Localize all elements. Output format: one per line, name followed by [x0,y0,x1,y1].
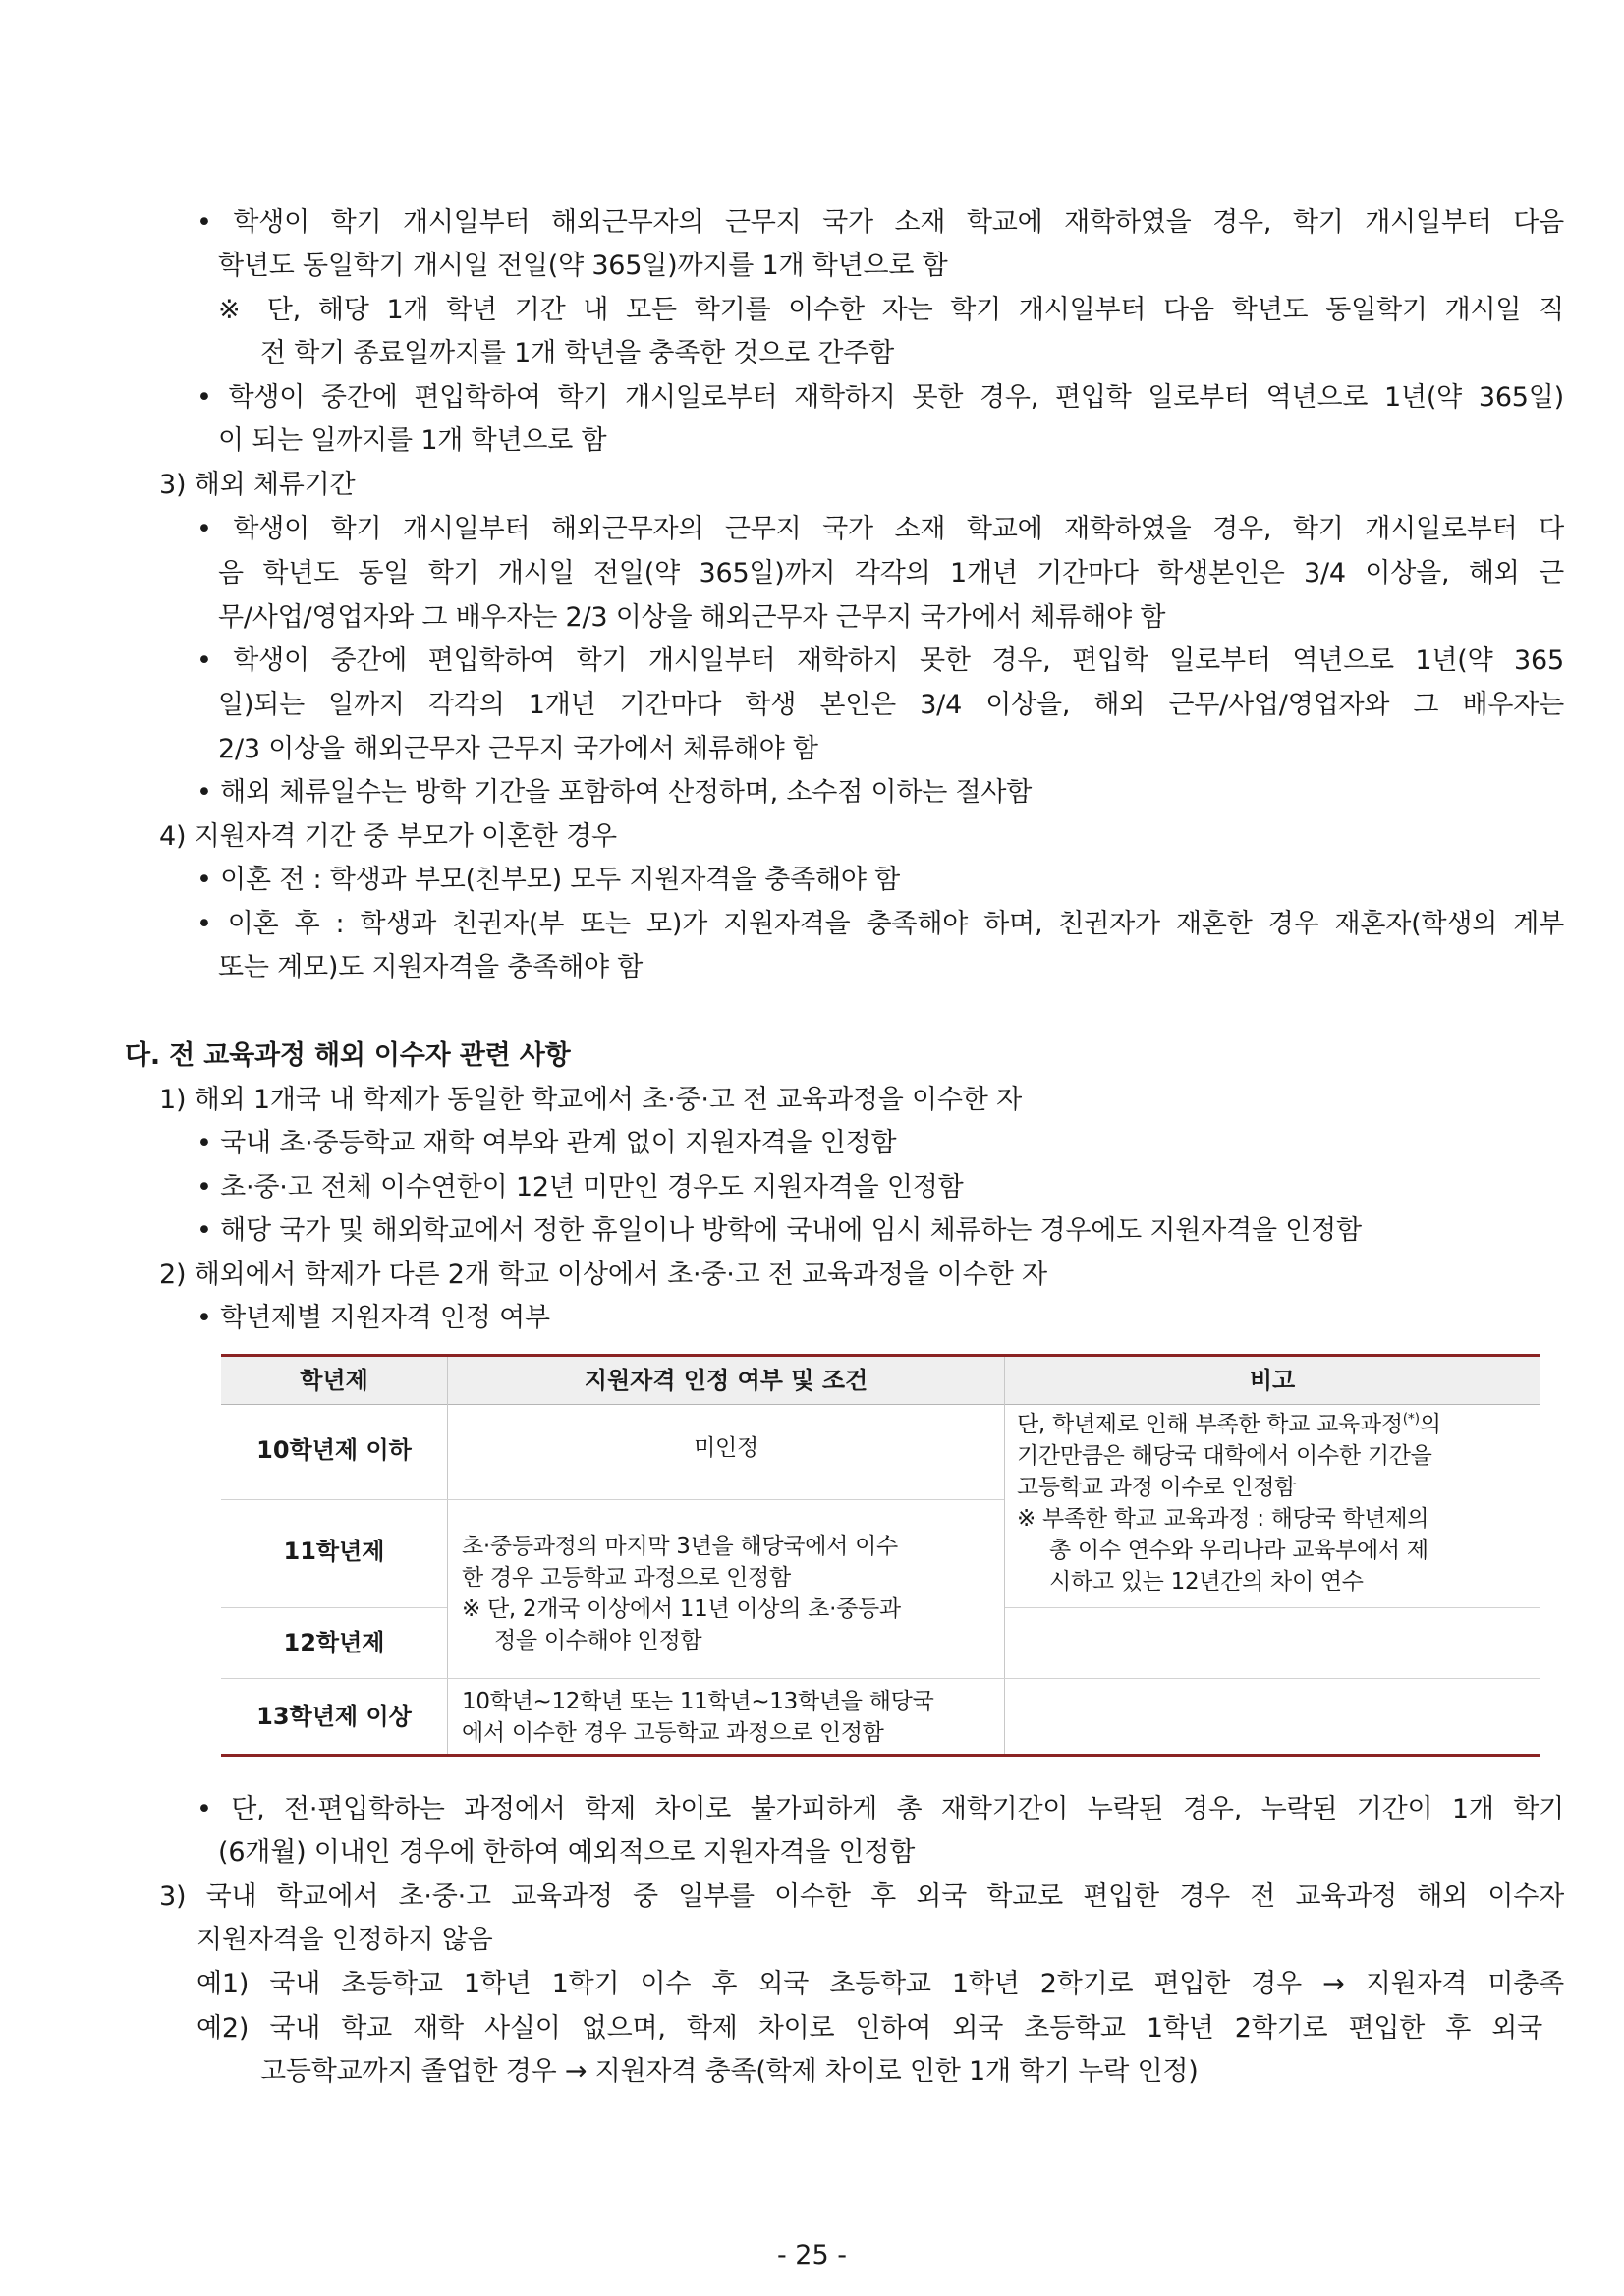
table-header-cell: 학년제 [300,1367,368,1394]
subsection-heading: 3) 국내 학교에서 초·중·고 교육과정 중 일부를 이수한 후 외국 학교로 편입한 경우 전 교육과정 해외 이수자 [159,1881,1564,1912]
text-line: • 초·중·고 전체 이수연한이 12년 미만인 경우도 지원자격을 인정함 [196,1172,964,1203]
text-line: 지원자격을 인정하지 않음 [196,1925,493,1955]
table-cell: 에서 이수한 경우 고등학교 과정으로 인정함 [462,1720,884,1746]
text-line: • 해외 체류일수는 방학 기간을 포함하여 산정하며, 소수점 이하는 절사함 [196,777,1033,808]
subsection-heading: 4) 지원자격 기간 중 부모가 이혼한 경우 [159,821,617,852]
table-row-label: 10학년제 이하 [256,1436,412,1464]
text-line: • 해당 국가 및 해외학교에서 정한 휴일이나 방학에 국내에 임시 체류하는 경우에도 지원자격을 인정함 [196,1215,1362,1246]
table-divider [221,1607,447,1608]
text-line: • 학생이 학기 개시일부터 해외근무자의 근무지 국가 소재 학교에 재학하였을 경우, 학기 개시일부터 다음 [196,207,1564,238]
text-line: • 학년제별 지원자격 인정 여부 [196,1303,550,1333]
example-line: 예1) 국내 초등학교 1학년 1학기 이수 후 외국 초등학교 1학년 2학기로 편입한 경우 → 지원자격 미충족 [196,1969,1564,1999]
table-cell: 단, 학년제로 인해 부족한 학교 교육과정(*)의 [1017,1411,1441,1437]
text-line: • 이혼 전 : 학생과 부모(친부모) 모두 지원자격을 충족해야 함 [196,865,901,895]
text-line: • 국내 초·중등학교 재학 여부와 관계 없이 지원자격을 인정함 [196,1128,897,1158]
text-line: • 학생이 중간에 편입학하여 학기 개시일로부터 재학하지 못한 경우, 편입학 일로부터 역년으로 1년(약 365일) [196,382,1564,413]
page-number: - 25 - [776,2240,847,2270]
text-line: • 단, 전·편입학하는 과정에서 학제 차이로 불가피하게 총 재학기간이 누락된 경우, 누락된 기간이 1개 학기 [196,1794,1564,1824]
table-cell: 10학년~12학년 또는 11학년~13학년을 해당국 [462,1689,934,1714]
table-cell: 한 경우 고등학교 과정으로 인정함 [462,1565,791,1591]
table-cell: 정을 이수해야 인정함 [494,1628,702,1653]
text-line: • 이혼 후 : 학생과 친권자(부 또는 모)가 지원자격을 충족해야 하며, 친권자가 재혼한 경우 재혼자(학생의 계부 [196,909,1564,939]
text-line: 또는 계모)도 지원자격을 충족해야 함 [218,952,644,982]
table-cell: 시하고 있는 12년간의 차이 연수 [1049,1569,1364,1595]
table-divider [1004,1357,1005,1754]
text-line: 이 되는 일까지를 1개 학년으로 함 [218,425,607,456]
example-line: 예2) 국내 학교 재학 사실이 없으며, 학제 차이로 인하여 외국 초등학교 1학년 2학기로 편입한 후 외국 [196,2013,1542,2044]
subsection-heading: 2) 해외에서 학제가 다른 2개 학교 이상에서 초·중·고 전 교육과정을 이수한 자 [159,1260,1047,1290]
text-line: 2/3 이상을 해외근무자 근무지 국가에서 체류해야 함 [218,734,818,764]
text-line: 학년도 동일학기 개시일 전일(약 365일)까지를 1개 학년으로 함 [218,251,948,281]
text-line: 음 학년도 동일 학기 개시일 전일(약 365일)까지 각각의 1개년 기간마다 학생본인은 3/4 이상을, 해외 근 [218,558,1564,588]
subsection-heading: 1) 해외 1개국 내 학제가 동일한 학교에서 초·중·고 전 교육과정을 이수한 자 [159,1085,1022,1115]
text-line: 무/사업/영업자와 그 배우자는 2/3 이상을 해외근무자 근무지 국가에서 체류해야 함 [218,602,1166,633]
table-cell: 고등학교 과정 이수로 인정함 [1017,1475,1297,1500]
eligibility-table [221,1354,1540,1757]
text-line: • 학생이 중간에 편입학하여 학기 개시일부터 재학하지 못한 경우, 편입학 일로부터 역년으로 1년(약 365 [196,645,1564,676]
table-cell: ※ 단, 2개국 이상에서 11년 이상의 초·중등과 [462,1596,901,1622]
table-divider [221,1499,1004,1500]
remark-text: 단, 학년제로 인해 부족한 학교 교육과정 [1017,1412,1403,1437]
subsection-heading: 3) 해외 체류기간 [159,470,356,500]
table-row-label: 13학년제 이상 [256,1703,412,1730]
table-bottom-rule [221,1754,1540,1757]
section-heading: 다. 전 교육과정 해외 이수자 관련 사항 [125,1040,571,1071]
text-line: • 학생이 학기 개시일부터 해외근무자의 근무지 국가 소재 학교에 재학하였을 경우, 학기 개시일로부터 다 [196,514,1564,544]
table-cell: 기간만큼은 해당국 대학에서 이수한 기간을 [1017,1443,1432,1469]
table-divider [447,1357,448,1754]
table-divider [221,1678,1540,1679]
footnote-marker: (*) [1402,1411,1420,1428]
text-line: 일)되는 일까지 각각의 1개년 기간마다 학생 본인은 3/4 이상을, 해외 근무/사업/영업자와 그 배우자는 [218,690,1564,720]
table-row-label: 12학년제 [283,1629,385,1656]
text-line: 전 학기 종료일까지를 1개 학년을 충족한 것으로 간주함 [260,338,895,368]
text-line: ※ 단, 해당 1개 학년 기간 내 모든 학기를 이수한 자는 학기 개시일부터 다음 학년도 동일학기 개시일 직 [218,295,1564,325]
table-header-cell: 비고 [1249,1367,1296,1394]
table-divider [1005,1607,1540,1608]
text-line: (6개월) 이내인 경우에 한하여 예외적으로 지원자격을 인정함 [218,1837,916,1868]
table-cell: 총 이수 연수와 우리나라 교육부에서 제 [1049,1538,1428,1563]
table-cell: 초·중등과정의 마지막 3년을 해당국에서 이수 [462,1534,898,1559]
table-header-cell: 지원자격 인정 여부 및 조건 [584,1367,868,1394]
table-cell: ※ 부족한 학교 교육과정 : 해당국 학년제의 [1017,1506,1429,1532]
example-line: 고등학교까지 졸업한 경우 → 지원자격 충족(학제 차이로 인한 1개 학기 누락 인정) [260,2056,1199,2087]
table-cell: 미인정 [694,1435,758,1461]
table-row-label: 11학년제 [283,1538,385,1565]
